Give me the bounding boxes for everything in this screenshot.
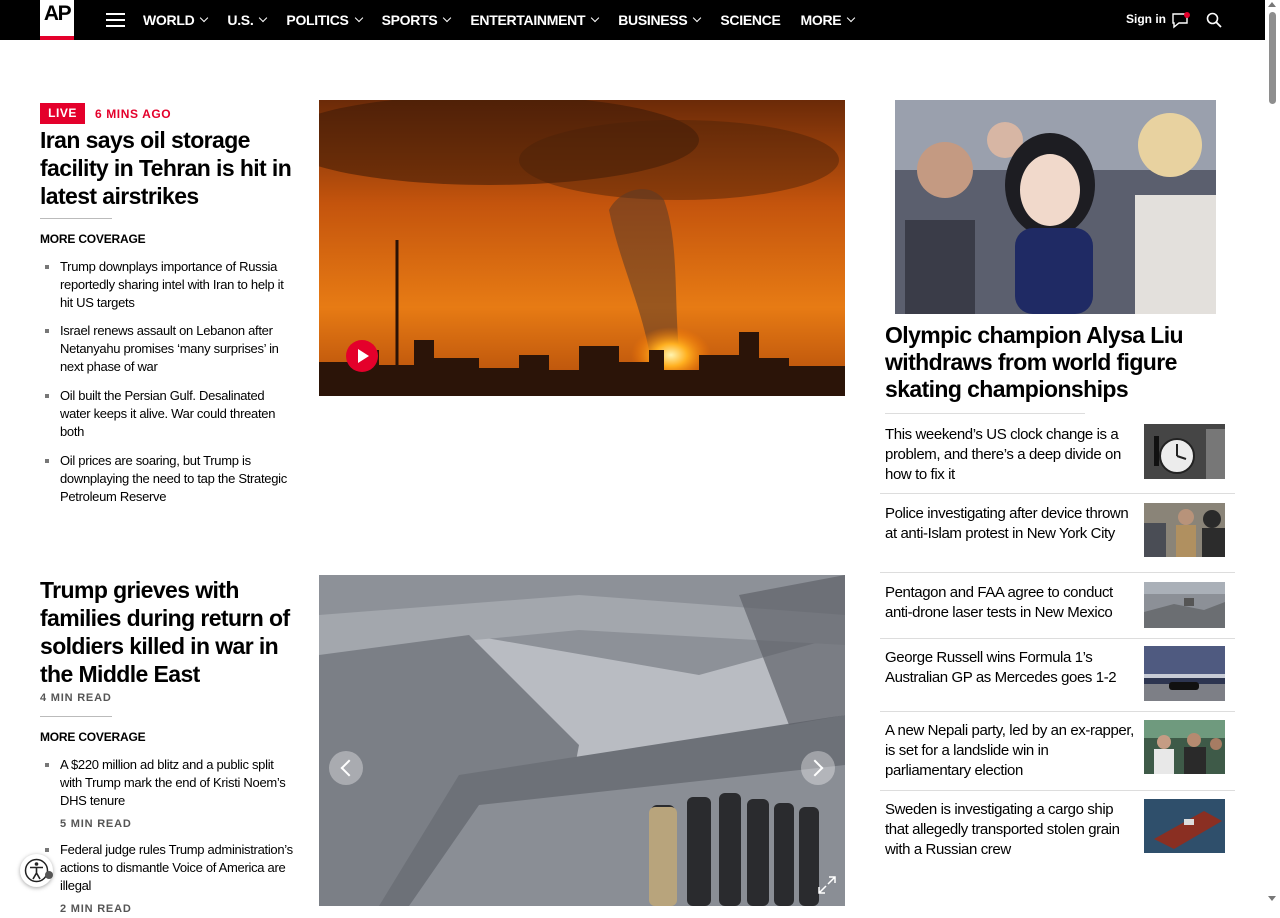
expand-icon[interactable] — [818, 876, 836, 894]
chevron-down-icon — [847, 14, 855, 22]
list-item-title: A $220 million ad blitz and a public split with Trump mark the end of Kristi Noem’s DHS tenure — [60, 757, 286, 808]
logo-text: AP — [43, 2, 71, 25]
nav-label: POLITICS — [286, 12, 349, 28]
featured-headline[interactable]: Olympic champion Alysa Liu withdraws from world figure skating championships — [885, 322, 1183, 402]
chevron-down-icon — [354, 14, 362, 22]
photo-gallery[interactable] — [319, 575, 845, 906]
list-item[interactable]: Trump downplays importance of Russia reportedly sharing intel with Iran to help it hit US targets — [44, 258, 296, 312]
nav-item-business[interactable] — [618, 12, 700, 28]
list-item[interactable]: Oil prices are soaring, but Trump is downplaying the need to tap the Strategic Petroleum Reserve — [44, 452, 296, 506]
nav-item-sports[interactable] — [382, 12, 451, 28]
second-headline[interactable]: Trump grieves with families during return of soldiers killed in war in the Middle East — [40, 577, 290, 687]
nav-label: MORE — [800, 12, 842, 28]
read-time: 4 MIN READ — [40, 692, 112, 704]
previous-arrow-icon[interactable] — [329, 751, 363, 785]
chat-icon[interactable] — [1171, 12, 1189, 27]
divider — [880, 493, 1235, 494]
play-icon[interactable] — [346, 340, 378, 372]
top-nav-bar — [0, 0, 1265, 40]
chevron-down-icon — [259, 14, 267, 22]
rail-story-thumbnail[interactable] — [1144, 424, 1225, 479]
nav-item-world[interactable] — [143, 12, 207, 28]
chevron-down-icon — [591, 14, 599, 22]
rail-story-title[interactable]: Sweden is investigating a cargo ship that allegedly transported stolen grain with a Russian crew — [885, 801, 1120, 858]
nav-item-politics[interactable] — [286, 12, 361, 28]
timestamp: 6 MINS AGO — [95, 107, 172, 121]
scroll-down-arrow-icon[interactable] — [1268, 896, 1276, 901]
scroll-up-arrow-icon[interactable] — [1268, 2, 1276, 7]
page-scrollbar[interactable] — [1265, 0, 1280, 906]
read-time: 5 MIN READ — [60, 818, 132, 830]
more-coverage-label: MORE COVERAGE — [40, 730, 146, 744]
more-coverage-list — [44, 756, 296, 918]
list-item[interactable] — [44, 841, 296, 918]
ap-logo[interactable] — [40, 0, 74, 40]
list-item-title: Federal judge rules Trump administration’s actions to dismantle Voice of America are illegal — [60, 842, 293, 893]
divider — [40, 218, 112, 219]
nav-label: ENTERTAINMENT — [470, 12, 586, 28]
scrollbar-thumb[interactable] — [1269, 12, 1276, 104]
menu-icon[interactable] — [106, 13, 125, 27]
live-badge: LIVE — [40, 103, 85, 124]
rail-story-title[interactable]: Pentagon and FAA agree to conduct anti-drone laser tests in New Mexico — [885, 584, 1113, 621]
divider — [885, 413, 1085, 414]
nav-item-entertainment[interactable] — [470, 12, 598, 28]
divider — [40, 716, 112, 717]
lead-video[interactable] — [319, 100, 845, 396]
divider — [880, 638, 1235, 639]
chevron-down-icon — [443, 14, 451, 22]
rail-story-title[interactable]: Police investigating after device thrown at anti-Islam protest in New York City — [885, 505, 1129, 542]
featured-image[interactable] — [895, 100, 1216, 314]
sign-in-link[interactable]: Sign in — [1126, 12, 1166, 26]
rail-story-title[interactable]: George Russell wins Formula 1’s Australian GP as Mercedes goes 1-2 — [885, 649, 1117, 686]
chevron-down-icon — [200, 14, 208, 22]
next-arrow-icon[interactable] — [801, 751, 835, 785]
logo-accent-bar — [40, 36, 74, 40]
rail-story-thumbnail[interactable] — [1144, 503, 1225, 557]
main-nav — [143, 0, 874, 40]
rail-story-thumbnail[interactable] — [1144, 799, 1225, 853]
read-time: 2 MIN READ — [60, 903, 132, 915]
list-item[interactable]: Israel renews assault on Lebanon after Netanyahu promises ‘many surprises’ in next phase of war — [44, 322, 296, 376]
search-icon[interactable] — [1206, 12, 1222, 28]
divider — [880, 711, 1235, 712]
more-coverage-label: MORE COVERAGE — [40, 232, 146, 246]
rail-story-thumbnail[interactable] — [1144, 582, 1225, 628]
nav-label: SCIENCE — [720, 12, 781, 28]
rail-story-thumbnail[interactable] — [1144, 646, 1225, 701]
rail-story-title[interactable]: A new Nepali party, led by an ex-rapper, is set for a landslide win in parliamentary election — [885, 722, 1134, 779]
chevron-down-icon — [693, 14, 701, 22]
rail-story-thumbnail[interactable] — [1144, 720, 1225, 774]
accessibility-icon[interactable] — [20, 854, 53, 887]
nav-item-us[interactable] — [227, 12, 266, 28]
nav-item-more[interactable] — [801, 12, 855, 28]
nav-label: WORLD — [143, 12, 195, 28]
more-coverage-list — [44, 258, 296, 506]
nav-label: BUSINESS — [618, 12, 688, 28]
divider — [880, 572, 1235, 573]
divider — [880, 790, 1235, 791]
nav-label: U.S. — [227, 12, 254, 28]
nav-item-science[interactable] — [720, 12, 780, 28]
list-item[interactable]: Oil built the Persian Gulf. Desalinated water keeps it alive. War could threaten both — [44, 387, 296, 441]
list-item[interactable] — [44, 756, 296, 833]
nav-label: SPORTS — [381, 12, 438, 28]
rail-story-title[interactable]: This weekend’s US clock change is a problem, and there’s a deep divide on how to fix it — [885, 426, 1121, 483]
lead-headline[interactable]: Iran says oil storage facility in Tehran is hit in latest airstrikes — [40, 127, 292, 209]
